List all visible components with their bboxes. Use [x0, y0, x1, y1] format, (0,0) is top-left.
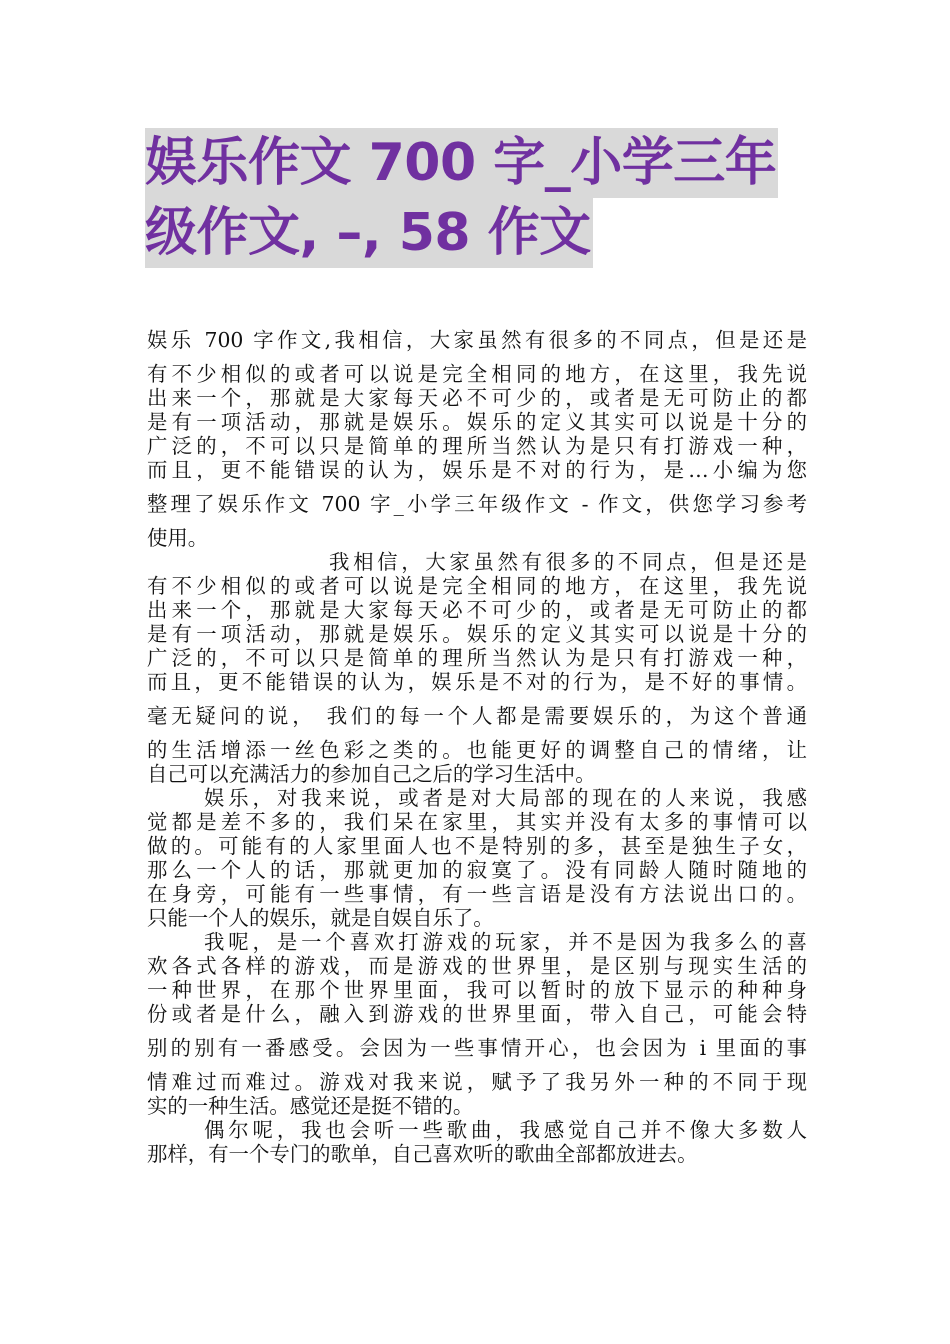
text-line: 我呢，是一个喜欢打游戏的玩家，并不是因为我多么的喜: [204, 930, 807, 954]
text-line: 只能一个人的娱乐，就是自娱自乐了。: [147, 906, 494, 930]
text-line: 别的别有一番感受。会因为一些事情开心，也会因为 i 里面的事: [147, 1036, 807, 1060]
text-line: 自己可以充满活力的参加自己之后的学习生活中。: [147, 762, 596, 786]
title-line-1: 娱乐作文 700 字_小学三年: [145, 128, 778, 198]
text-line: 有不少相似的或者可以说是完全相同的地方，在这里，我先说: [147, 574, 807, 598]
text-line: 那么一个人的话，那就更加的寂寞了。没有同龄人随时随地的: [147, 858, 807, 882]
text-line: 觉都是差不多的，我们呆在家里，其实并没有太多的事情可以: [147, 810, 807, 834]
text-line: 做的。可能有的人家里面人也不是特别的多，甚至是独生子女，: [147, 834, 807, 858]
text-line: 广泛的，不可以只是简单的理所当然认为是只有打游戏一种，: [147, 646, 807, 670]
text-line: 欢各式各样的游戏，而是游戏的世界里，是区别与现实生活的: [147, 954, 807, 978]
text-line: 份或者是什么，融入到游戏的世界里面，带入自己，可能会特: [147, 1002, 807, 1026]
text-line: 出来一个，那就是大家每天必不可少的，或者是无可防止的都: [147, 386, 807, 410]
text-line: 整理了娱乐作文 700 字_小学三年级作文 - 作文，供您学习参考: [147, 492, 807, 516]
text-line: 是有一项活动，那就是娱乐。娱乐的定义其实可以说是十分的: [147, 410, 807, 434]
text-line: 出来一个，那就是大家每天必不可少的，或者是无可防止的都: [147, 598, 807, 622]
text-line: 我相信，大家虽然有很多的不同点，但是还是: [329, 550, 807, 574]
text-line: 使用。: [147, 526, 209, 550]
text-line: 偶尔呢，我也会听一些歌曲，我感觉自己并不像大多数人: [204, 1118, 807, 1142]
title-line-2: 级作文, –, 58 作文: [145, 198, 593, 268]
text-line: 有不少相似的或者可以说是完全相同的地方，在这里，我先说: [147, 362, 807, 386]
text-line: 一种世界，在那个世界里面，我可以暂时的放下显示的种种身: [147, 978, 807, 1002]
text-line: 娱乐 700 字作文,我相信，大家虽然有很多的不同点，但是还是: [147, 328, 807, 352]
text-line: 在身旁，可能有一些事情，有一些言语是没有方法说出口的。: [147, 882, 807, 906]
text-line: 而且，更不能错误的认为，娱乐是不对的行为，是不好的事情。: [147, 670, 807, 694]
document-body: [147, 328, 807, 1166]
text-line: 的生活增添一丝色彩之类的。也能更好的调整自己的情绪，让: [147, 738, 807, 762]
text-line: 广泛的，不可以只是简单的理所当然认为是只有打游戏一种，: [147, 434, 807, 458]
document-title: [145, 128, 810, 268]
text-line: 实的一种生活。感觉还是挺不错的。: [147, 1094, 474, 1118]
text-line: 毫无疑问的说， 我们的每一个人都是需要娱乐的，为这个普通: [147, 704, 807, 728]
text-line: 娱乐，对我来说，或者是对大局部的现在的人来说，我感: [204, 786, 807, 810]
text-line: 而且，更不能错误的认为，娱乐是不对的行为，是…小编为您: [147, 458, 807, 482]
text-line: 情难过而难过。游戏对我来说，赋予了我另外一种的不同于现: [147, 1070, 807, 1094]
text-line: 那样，有一个专门的歌单，自己喜欢听的歌曲全部都放进去。: [147, 1142, 698, 1166]
text-line: 是有一项活动，那就是娱乐。娱乐的定义其实可以说是十分的: [147, 622, 807, 646]
